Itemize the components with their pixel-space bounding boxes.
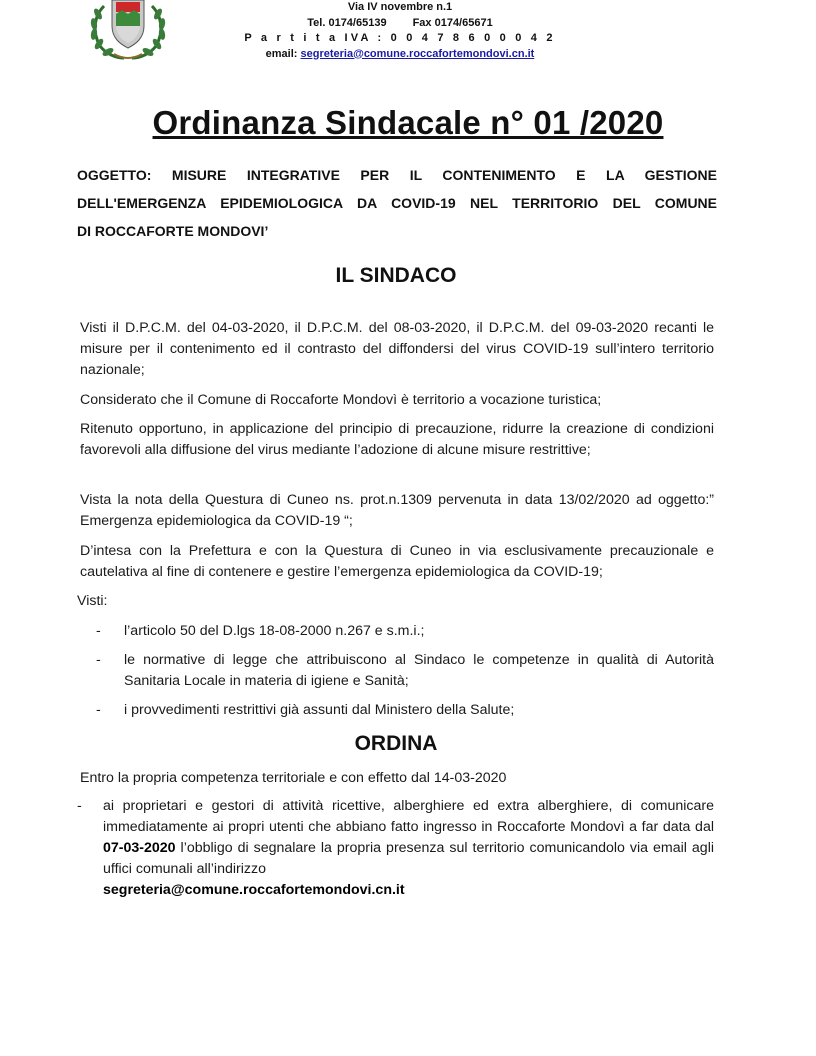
premise-1 <box>80 318 714 381</box>
premise-5 <box>80 541 714 583</box>
dash-bullet: - <box>77 798 82 814</box>
municipal-crest <box>86 0 170 62</box>
dash-bullet: - <box>96 652 101 668</box>
address: Via IV novembre n.1 <box>347 1 453 13</box>
premise-text: D’intesa con la Prefettura e con la Questura di Cuneo in via esclusivamente precauzionale e cautelativa al fine di contenere e gestire l’emergenza epidemiologica da COVID-19; <box>80 543 714 580</box>
premise-4 <box>80 490 714 532</box>
email-label: email: <box>265 47 298 60</box>
letterhead-contacts <box>200 0 600 62</box>
premise-2 <box>80 390 714 411</box>
premise-3 <box>80 419 714 461</box>
list-item <box>96 700 714 721</box>
ordina-text-part1: ai proprietari e gestori di attività ricettive, alberghiere ed extra alberghiere, di comunicare immediatamente ai propri utenti che abbiano fatto ingresso in Roccaforte Mondovì a far data dal <box>103 798 714 835</box>
phone-fax-line <box>200 16 600 32</box>
list-item-text: l’articolo 50 del D.lgs 18-08-2000 n.267 e s.m.i.; <box>124 623 425 639</box>
premise-text: Vista la nota della Questura di Cuneo ns. prot.n.1309 pervenuta in data 13/02/2020 ad oggetto:” Emergenza epidemiologica da COVID-19 “; <box>80 492 714 529</box>
ordina-text-part2: l’obbligo di segnalare la propria presenza sul territorio comunicandolo via email agli uffici comunali all’indirizzo <box>103 840 714 877</box>
subject-line-2: DELL'EMERGENZA EPIDEMIOLOGICA DA COVID-19 NEL TERRITORIO DEL COMUNE <box>77 195 717 211</box>
dash-bullet: - <box>96 702 101 718</box>
subject-line-1: OGGETTO: MISURE INTEGRATIVE PER IL CONTENIMENTO E LA GESTIONE <box>77 167 717 183</box>
ordina-email: segreteria@comune.roccafortemondovi.cn.it <box>103 882 405 898</box>
phone: Tel. 0174/65139 <box>307 16 387 29</box>
premise-text: Considerato che il Comune di Roccaforte Mondovì è territorio a vocazione turistica; <box>80 392 602 408</box>
list-item-text: i provvedimenti restrittivi già assunti dal Ministero della Salute; <box>124 702 515 718</box>
sindaco-heading: IL SINDACO <box>335 264 457 287</box>
email-line <box>200 47 600 63</box>
subject-line-3: DI ROCCAFORTE MONDOVI’ <box>77 223 269 239</box>
premise-text: Ritenuto opportuno, in applicazione del principio di precauzione, ridurre la creazione di condizioni favorevoli alla diffusione del virus mediante l’adozione di alcune misure restrittive; <box>80 421 714 458</box>
fax: Fax 0174/65671 <box>412 16 493 29</box>
subject <box>77 161 717 245</box>
list-item-text: le normative di legge che attribuiscono al Sindaco le competenze in qualità di Autorità Sanitaria Locale in materia di igiene e Sanità; <box>124 652 714 689</box>
ordina-intro: Entro la propria competenza territoriale e con effetto dal 14-03-2020 <box>80 770 507 786</box>
dash-bullet: - <box>96 623 101 639</box>
ordina-date: 07-03-2020 <box>103 840 176 856</box>
ordina-heading: ORDINA <box>354 732 438 755</box>
ordina-item <box>77 796 714 901</box>
document-title: Ordinanza Sindacale n° 01 /2020 <box>152 104 664 141</box>
vat-number: P a r t i t a IVA : 0 0 4 7 8 6 0 0 0 4 2 <box>244 32 556 44</box>
list-item <box>96 621 714 642</box>
email-link[interactable]: segreteria@comune.roccafortemondovi.cn.it <box>300 47 535 60</box>
visti-label: Visti: <box>77 593 108 609</box>
list-item <box>96 650 714 692</box>
ordina-item-text <box>77 796 714 901</box>
premise-text: Visti il D.P.C.M. del 04-03-2020, il D.P.C.M. del 08-03-2020, il D.P.C.M. del 09-03-2020 recanti le misure per il contenimento ed il contrasto del diffondersi del virus COVID-19 sull’intero territorio nazionale; <box>80 320 714 378</box>
visti-list <box>96 621 714 721</box>
